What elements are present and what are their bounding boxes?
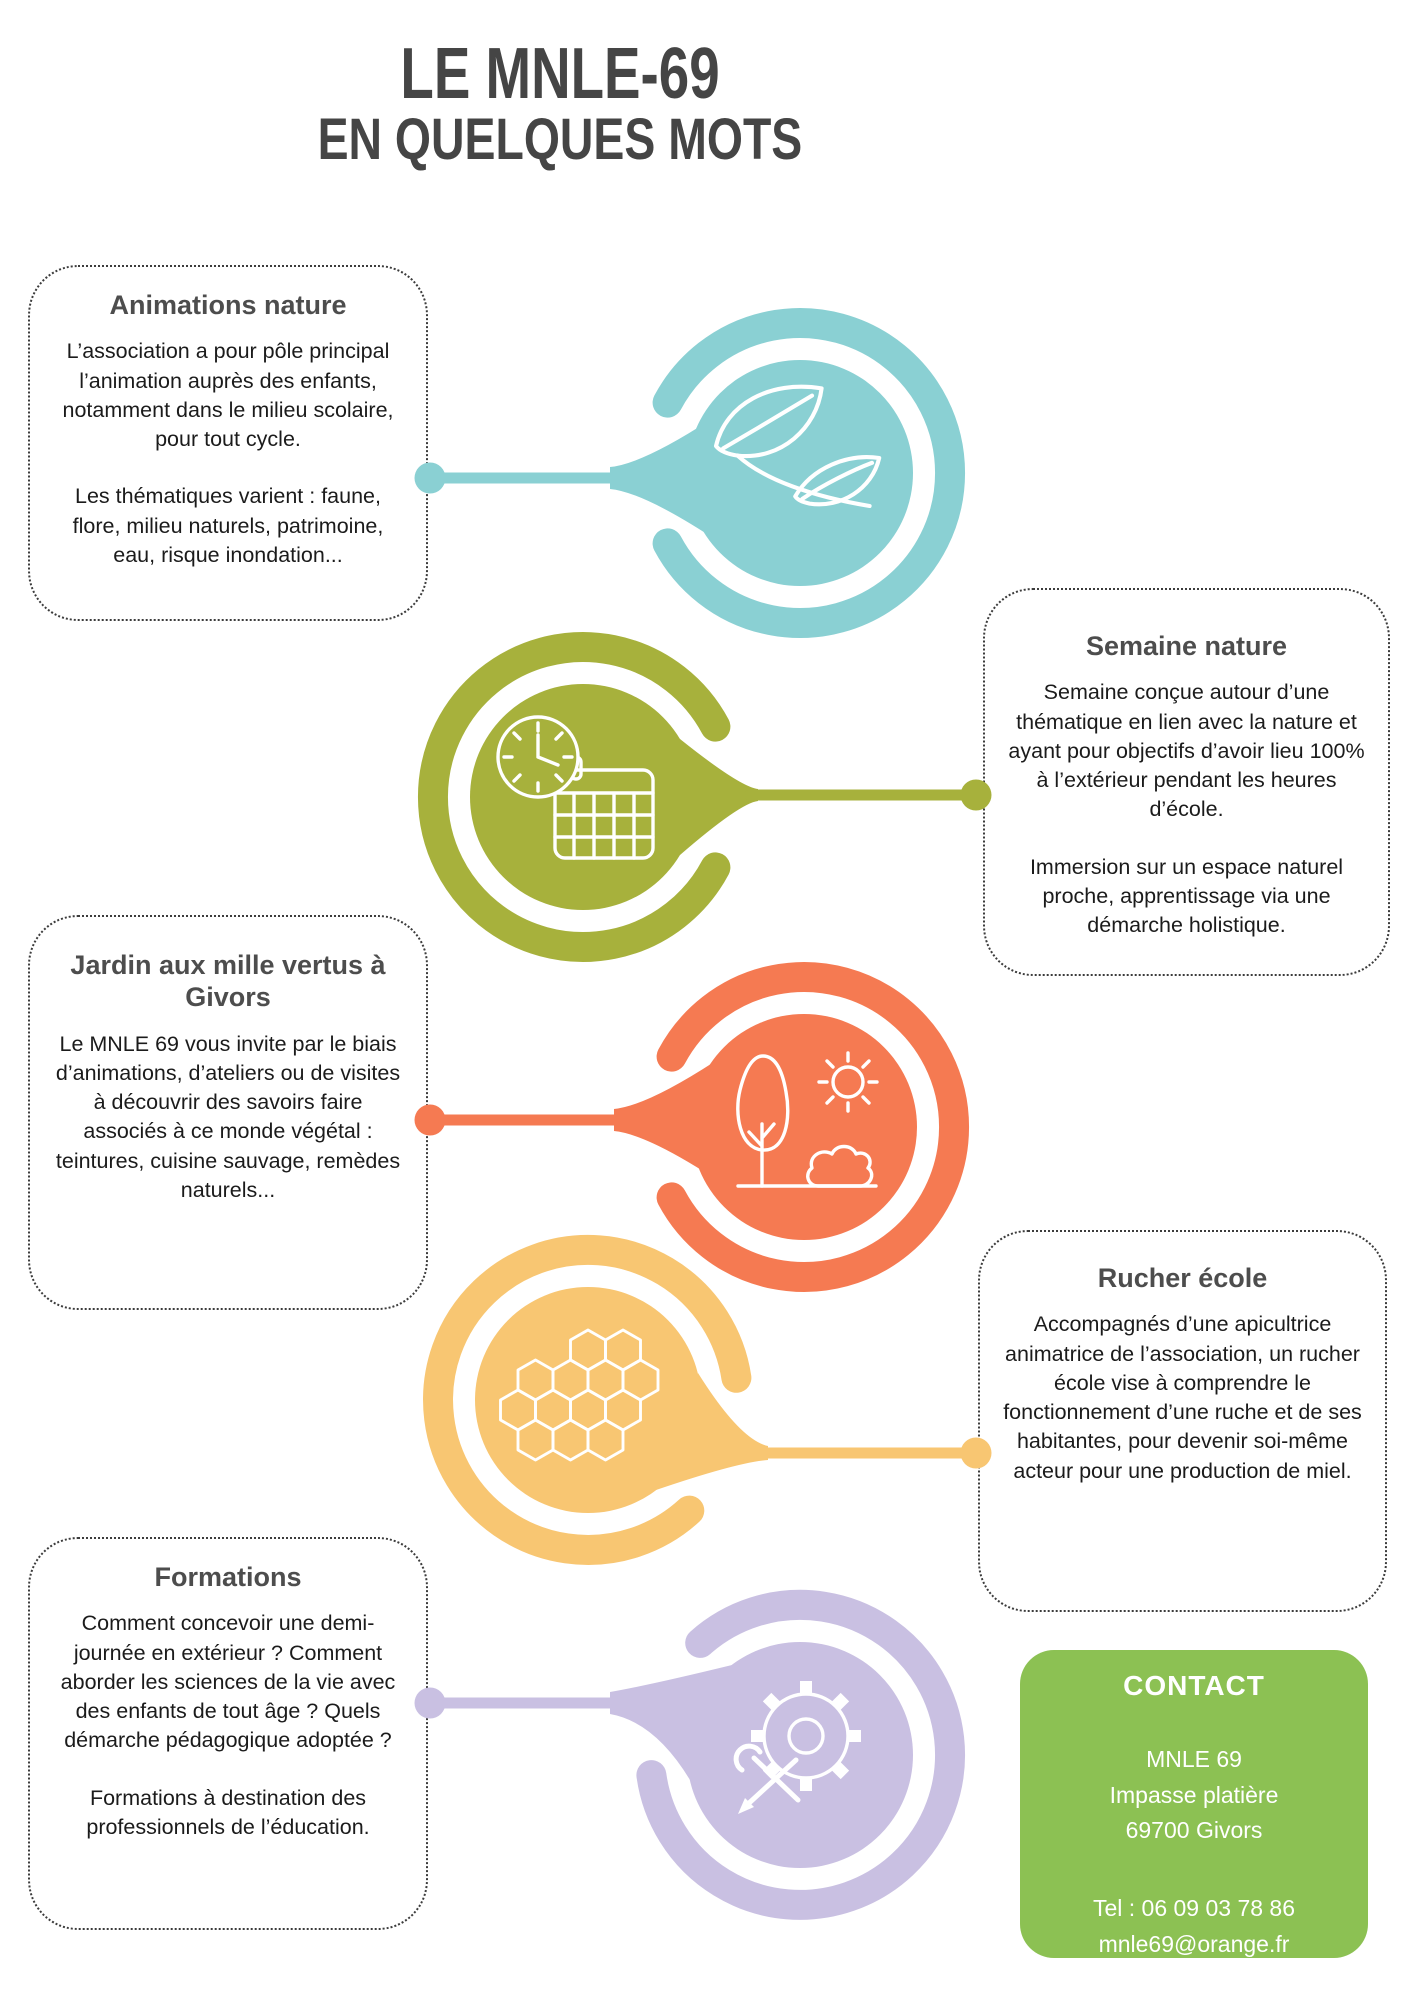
contact-title: CONTACT xyxy=(1123,1670,1265,1701)
card-title: Rucher école xyxy=(1097,1263,1268,1293)
gear-tools-icon xyxy=(736,1681,861,1814)
card-paragraph: Le MNLE 69 vous invite par le biais d’animations, d’ateliers ou de visites à découvrir des savoirs faire associés à ce monde végétal : teintures, cuisine sauvage, remèdes naturels... xyxy=(55,1031,401,1202)
card-paragraph: Formations à destination des professionnels de l’éducation. xyxy=(86,1785,370,1839)
card-rucher-ecole xyxy=(978,1230,1387,1612)
purple-circle-badge xyxy=(415,1605,951,1905)
contact-details xyxy=(1020,1891,1368,1962)
contact-org: MNLE 69 xyxy=(1146,1746,1242,1772)
card-title: Formations xyxy=(154,1562,302,1592)
contact-card xyxy=(1020,1650,1368,1958)
contact-city: 69700 Givors xyxy=(1125,1817,1263,1844)
coral-circle-badge xyxy=(415,977,955,1277)
page-title xyxy=(0,34,1120,173)
card-paragraph: L’association a pour pôle principal l’animation auprès des enfants, notamment dans le milieu scolaire, pour tout cycle. xyxy=(62,339,394,452)
contact-phone: Tel : 06 09 03 78 86 xyxy=(1092,1894,1296,1921)
teal-circle-badge xyxy=(415,323,951,623)
card-title: Semaine nature xyxy=(1085,631,1288,661)
card-paragraph: Accompagnés d’une apicultrice animatrice de l’association, un rucher école vise à comprendre le fonctionnement d’une ruche et de ses habitantes, pour devenir soi-même acteur pour une production de miel. xyxy=(1003,1312,1362,1483)
clock-calendar-icon xyxy=(498,717,653,858)
card-title: Jardin aux mille vertus à Givors xyxy=(70,950,386,1013)
contact-email: mnle69@orange.fr xyxy=(1098,1930,1290,1957)
page-title-line1: LE MNLE-69 xyxy=(400,34,720,114)
tree-sun-icon xyxy=(738,1053,877,1186)
honeycomb-icon xyxy=(501,1330,659,1460)
card-paragraph: Immersion sur un espace naturel proche, apprentissage via une démarche holistique. xyxy=(1029,854,1344,938)
contact-street: Impasse platière xyxy=(1109,1781,1279,1808)
page-title-line2: EN QUELQUES MOTS xyxy=(317,107,803,173)
card-jardin-aux-mille-vertus xyxy=(28,915,428,1310)
card-paragraph: Semaine conçue autour d’une thématique en lien avec la nature et ayant pour objectifs d’avoir lieu 100% à l’extérieur pendant les heures d’école. xyxy=(1008,680,1365,822)
card-paragraph: Les thématiques varient : faune, flore, milieu naturels, patrimoine, eau, risque inondation... xyxy=(72,484,384,567)
card-formations xyxy=(28,1537,428,1930)
leaf-icon xyxy=(716,387,879,506)
contact-address xyxy=(1020,1742,1368,1849)
card-semaine-nature xyxy=(983,588,1390,976)
card-paragraph: Comment concevoir une demi-journée en extérieur ? Comment aborder les sciences de la vie avec des enfants de tout âge ? Quels démarche pédagogique adoptée ? xyxy=(60,1611,396,1753)
yellow-circle-badge xyxy=(438,1250,991,1550)
olive-circle-badge xyxy=(433,647,992,947)
card-animations-nature xyxy=(28,265,428,621)
card-title: Animations nature xyxy=(109,290,347,320)
